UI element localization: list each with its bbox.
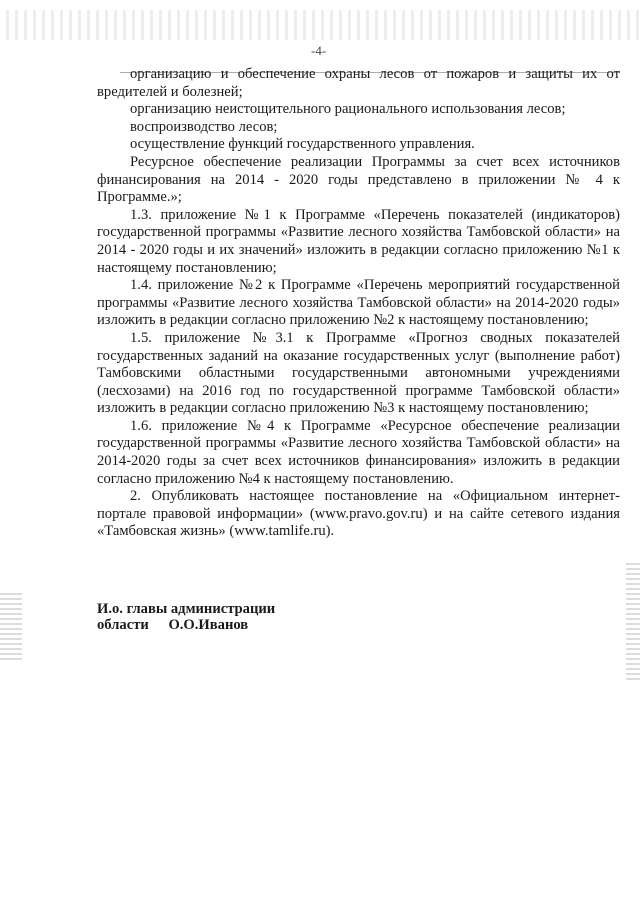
paragraph: организацию и обеспечение охраны лесов от пожаров и защиты их от вредителей и болезней; <box>97 66 620 100</box>
scan-artifact-header <box>0 10 640 40</box>
signatory-title-cont: области <box>97 617 149 633</box>
signatory-line <box>97 617 397 633</box>
scan-artifact-right <box>626 560 640 680</box>
paragraph: организацию неистощительного рационального использования лесов; <box>130 101 566 118</box>
scan-artifact-left <box>0 590 22 660</box>
paragraph: 1.6. приложение №4 к Программе «Ресурсное обеспечение реализации государственной программы «Развитие лесного хозяйства Тамбовской области» на 2014-2020 годы за счет всех источников финансирования» изложить в редакции согласно приложению №4 к настоящему постановлению. <box>97 417 620 487</box>
paragraph: осуществление функций государственного управления. <box>130 136 475 153</box>
paragraph: 1.3. приложение №1 к Программе «Перечень показателей (индикаторов) государственной программы «Развитие лесного хозяйства Тамбовской области» на 2014 - 2020 годы и их значений» изложить в редакции согласно приложению №1 к настоящему постановлению; <box>97 206 620 276</box>
document-body <box>97 66 620 541</box>
signatory-title: И.о. главы администрации <box>97 601 276 617</box>
paragraph: Ресурсное обеспечение реализации Программы за счет всех источников финансирования на 2014 - 2020 годы представлено в приложении № 4 к Программе.»; <box>97 153 620 206</box>
signatory-name: О.О.Иванов <box>168 617 249 633</box>
page-number: -4- <box>311 43 327 58</box>
paragraph: воспроизводство лесов; <box>130 118 278 135</box>
paragraph: 2. Опубликовать настоящее постановление на «Официальном интернет-портале правовой информации» (www.pravo.gov.ru) и на сайте сетевого издания «Тамбовская жизнь» (www.tamlife.ru). <box>97 488 620 540</box>
paragraph: 1.4. приложение №2 к Программе «Перечень мероприятий государственной программы «Развитие лесного хозяйства Тамбовской области» на 2014-2020 годы» изложить в редакции согласно приложению №2 к настоящему постановлению; <box>97 277 620 329</box>
paragraph: 1.5. приложение №3.1 к Программе «Прогноз сводных показателей государственных заданий на оказание государственных услуг (выполнение работ) Тамбовскими областными государственными автономными учреждениями (лесхозами) на 2016 год по государственной программе Тамбовской области» изложить в редакции согласно приложению №3 к настоящему постановлению; <box>97 329 620 417</box>
signature-block <box>97 601 397 633</box>
